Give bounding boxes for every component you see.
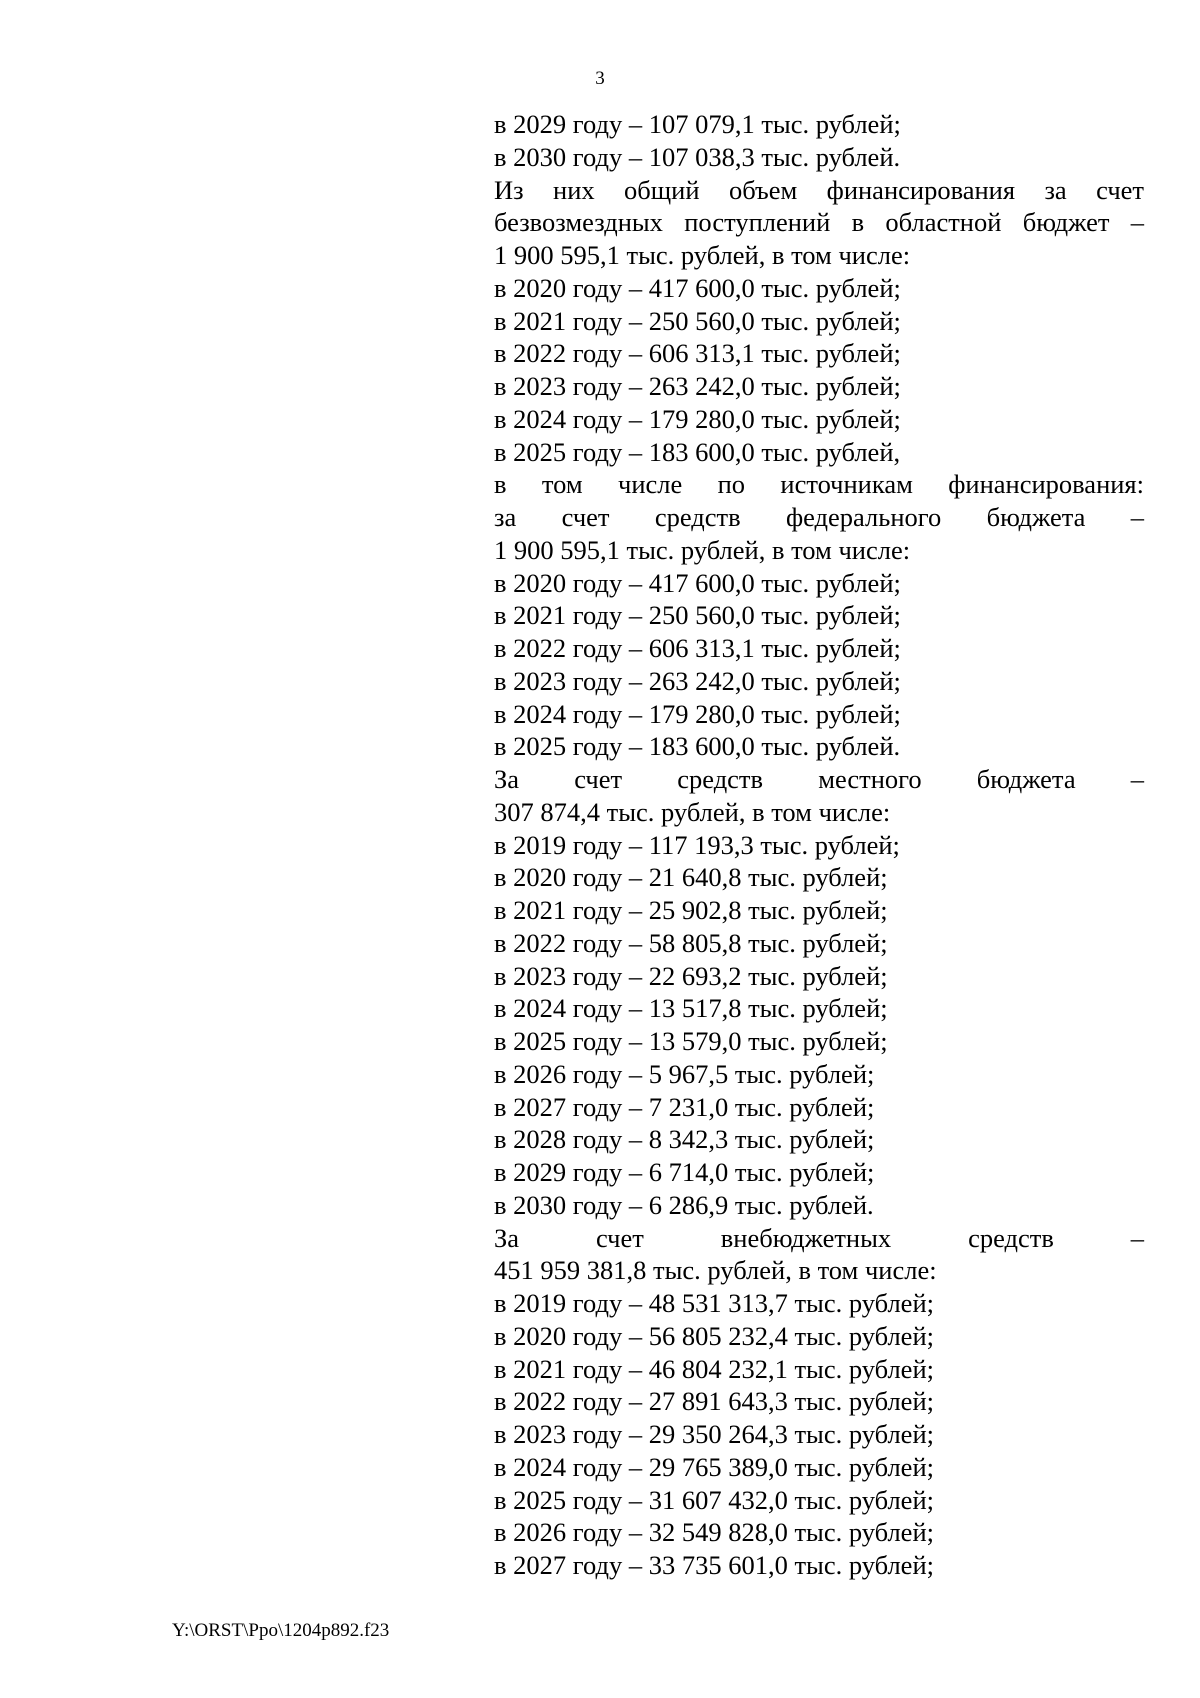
text-line: в 2026 году – 32 549 828,0 тыс. рублей; [494,1517,934,1548]
text-line: в 2023 году – 263 242,0 тыс. рублей; [494,371,901,401]
paragraph-line: за счет средств федерального бюджета – [494,502,1144,532]
text-line: в 2021 году – 250 560,0 тыс. рублей; [494,305,901,336]
text-line: в 2024 году – 29 765 389,0 тыс. рублей; [494,1451,934,1482]
text-line: в 2024 году – 179 280,0 тыс. рублей; [494,403,901,434]
text-line: в 2019 году – 48 531 313,7 тыс. рублей; [494,1288,934,1318]
text-line: в 2020 году – 417 600,0 тыс. рублей; [494,567,901,598]
text-line: в 2025 году – 183 600,0 тыс. рублей. [494,731,901,762]
text-line: в 2022 году – 27 891 643,3 тыс. рублей; [494,1386,934,1417]
text-line: в 2026 году – 5 967,5 тыс. рублей; [494,1058,875,1089]
text-line: в 2022 году – 606 313,1 тыс. рублей; [494,633,901,663]
text-line: в 2030 году – 107 038,3 тыс. рублей. [494,141,901,172]
text-line: в 2021 году – 250 560,0 тыс. рублей; [494,600,901,631]
text-line: в 2030 году – 6 286,9 тыс. рублей. [494,1189,874,1220]
text-line: в 2027 году – 7 231,0 тыс. рублей; [494,1091,875,1122]
file-path-footer: Y:\ORST\Ppo\1204p892.f23 [172,1620,390,1641]
text-line: в 2024 году – 13 517,8 тыс. рублей; [494,993,888,1024]
text-line: в 2025 году – 13 579,0 тыс. рублей; [494,1026,888,1056]
text-line: в 2029 году – 6 714,0 тыс. рублей; [494,1157,875,1187]
text-line: 1 900 595,1 тыс. рублей, в том числе: [494,534,911,565]
text-line: в 2023 году – 22 693,2 тыс. рублей; [494,960,888,991]
text-line: 451 959 381,8 тыс. рублей, в том числе: [494,1255,937,1286]
text-line: в 2021 году – 25 902,8 тыс. рублей; [494,895,888,925]
text-line: в 2022 году – 606 313,1 тыс. рублей; [494,338,901,369]
text-line: в 2029 году – 107 079,1 тыс. рублей; [494,109,901,139]
text-line: в 2019 году – 117 193,3 тыс. рублей; [494,829,900,860]
paragraph-line: в том числе по источникам финансирования: [494,469,1144,500]
text-line: в 2021 году – 46 804 232,1 тыс. рублей; [494,1353,934,1384]
text-line: в 2023 году – 263 242,0 тыс. рублей; [494,665,901,696]
text-line: в 2028 году – 8 342,3 тыс. рублей; [494,1124,875,1155]
text-line: в 2020 году – 417 600,0 тыс. рублей; [494,272,901,303]
document-body [494,108,1144,1582]
text-line: в 2024 году – 179 280,0 тыс. рублей; [494,698,901,729]
paragraph-line: За счет средств местного бюджета – [494,764,1144,794]
text-line: в 2022 году – 58 805,8 тыс. рублей; [494,927,888,958]
paragraph-line: За счет внебюджетных средств – [494,1222,1144,1253]
page-number: 3 [595,68,605,89]
text-line: в 2025 году – 183 600,0 тыс. рублей, [494,436,901,467]
text-line: в 2027 году – 33 735 601,0 тыс. рублей; [494,1550,934,1580]
text-line: в 2020 году – 56 805 232,4 тыс. рублей; [494,1320,934,1351]
text-line: 1 900 595,1 тыс. рублей, в том числе: [494,240,911,270]
text-line: в 2023 году – 29 350 264,3 тыс. рублей; [494,1419,934,1449]
text-line: в 2020 году – 21 640,8 тыс. рублей; [494,862,888,893]
text-line: 307 874,4 тыс. рублей, в том числе: [494,796,891,827]
paragraph-line: Из них общий объем финансирования за счет [494,174,1144,205]
paragraph-line: безвозмездных поступлений в областной бюджет – [494,207,1144,238]
text-line: в 2025 году – 31 607 432,0 тыс. рублей; [494,1484,934,1515]
